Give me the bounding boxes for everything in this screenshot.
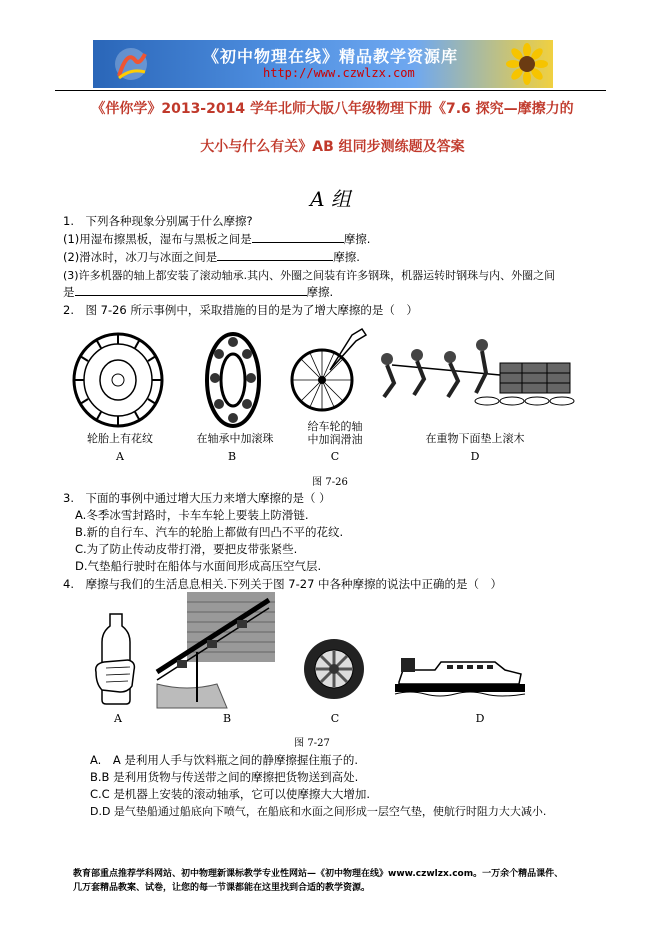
q1-b-blank[interactable] [217,249,333,261]
hand-holding-bottle-illustration [92,612,142,707]
doc-title-line1: 《伴你学》2013-2014 学年北师大版八年级物理下册《7.6 探究—摩擦力的 [91,101,574,117]
site-banner [93,40,553,88]
q1-stem: 1. 下列各种现象分别属于什么摩擦? [63,214,253,228]
doc-title-line2: 大小与什么有关》AB 组同步测练题及答案 [200,139,465,155]
q3-option-a: A.冬季冰雪封路时，卡车车轮上要装上防滑链. [75,508,309,522]
fig726-letter-d: D [470,450,480,463]
q1-a-blank[interactable] [252,231,344,243]
fig726-label: 图 7-26 [312,477,348,488]
fig726-letter-b: B [227,450,237,463]
fig726-caption-b: 在轴承中加滚珠 [196,432,274,445]
car-wheel-illustration [303,638,365,700]
q1-c-blank[interactable] [75,284,307,296]
q2-stem: 2. 图 7-26 所示事例中，采取措施的目的是为了增大摩擦的是（ ） [63,303,418,317]
fig727-letter-d: D [475,712,485,725]
site-logo-icon [113,46,149,82]
q4-option-b: B.B 是利用货物与传送带之间的摩擦把货物送到高处. [90,770,359,784]
q1-part-c-line2 [63,284,333,300]
q4-option-a: A. A 是利用人手与饮料瓶之间的静摩擦握住瓶子的. [90,753,358,767]
footer-line2: 几万套精品教案、试卷，让您的每一节课都能在这里找到合适的教学资源。 [73,883,371,893]
q1-c-post: 摩擦. [306,285,334,299]
fig727-letter-b: B [222,712,232,725]
q1-part-a [63,231,370,247]
footer-line1: 教育部重点推荐学科网站、初中物理新课标教学专业性网站—《初中物理在线》www.czwlzx.com。一万余个精品课件、 [73,869,564,879]
bicycle-wheel-oil-illustration [290,325,370,415]
q1-part-b [63,249,360,265]
section-title: A 组 [310,187,351,211]
q1-c-text: 是 [63,285,75,299]
fig726-caption-c2: 中加润滑油 [307,433,363,446]
q1-a-post: 摩擦. [343,232,371,246]
q3-option-b: B.新的自行车、汽车的轮胎上都做有凹凸不平的花纹. [75,525,344,539]
fig726-caption-a: 轮胎上有花纹 [87,432,153,445]
fig726-caption-d: 在重物下面垫上滚木 [425,432,525,445]
hovercraft-illustration [395,648,525,698]
q1-b-post: 摩擦. [333,250,360,264]
sunflower-icon [507,44,547,84]
q3-option-d: D.气垫船行驶时在船体与水面间形成高压空气层. [75,559,322,573]
banner-url[interactable]: http://www.czwlzx.com [263,66,415,80]
rollers-under-load-illustration [372,335,582,415]
q1-b-text: (2)滑冰时，冰刀与冰面之间是 [63,250,218,264]
q4-option-c: C.C 是机器上安装的滚动轴承，它可以使摩擦大大增加. [90,787,371,801]
fig726-letter-a: A [116,450,124,463]
fig726-letter-c: C [330,450,340,463]
ball-bearing-illustration [203,330,263,430]
q4-option-d: D.D 是气垫船通过船底向下喷气，在船底和水面之间形成一层空气垫，使航行时阻力大大减小. [90,805,547,818]
q3-option-c: C.为了防止传动皮带打滑，要把皮带张紧些. [75,542,298,556]
fig727-letter-a: A [114,712,122,725]
q4-stem: 4. 摩擦与我们的生活息息相关.下列关于图 7-27 中各种摩擦的说法中正确的是（ ） [63,577,503,591]
q3-stem: 3. 下面的事例中通过增大压力来增大摩擦的是（ ） [63,491,331,505]
fig726-caption-c: 给车轮的轴 [307,420,363,433]
q1-part-c-line1: (3)许多机器的轴上都安装了滚动轴承.其内、外圈之间装有许多钢珠，机器运转时钢珠与内、外圈之间 [63,269,556,282]
header-rule [55,90,606,91]
tire-tread-illustration [68,330,168,430]
fig727-letter-c: C [330,712,340,725]
fig727-label: 图 7-27 [294,738,330,749]
banner-title: 《初中物理在线》精品教学资源库 [203,47,459,66]
conveyor-belt-illustration [157,592,275,708]
q1-a-text: (1)用湿布擦黑板，湿布与黑板之间是 [63,232,252,246]
